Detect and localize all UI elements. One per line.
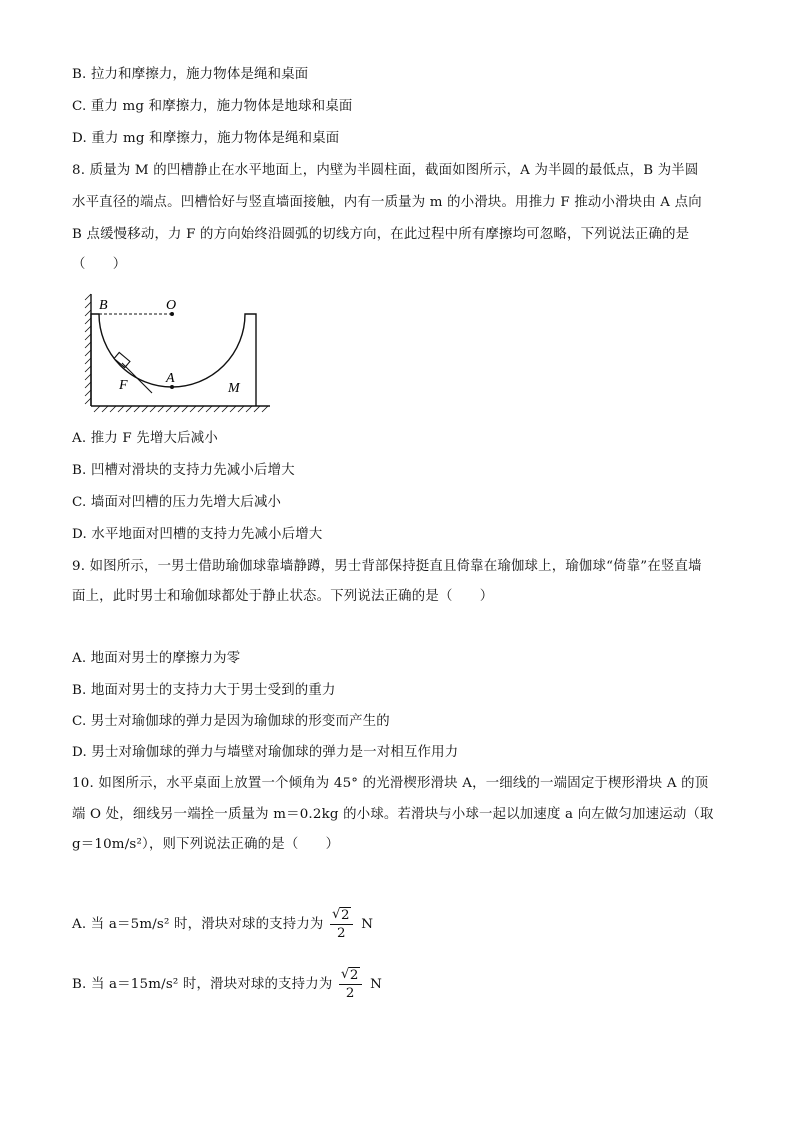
ground-hatch [94,406,268,412]
fraction-denominator: 2 [345,986,355,1001]
label-o: O [166,298,177,313]
q10-option-b-text: B. 当 a＝15m/s² 时，滑块对球的支持力为 [72,977,333,992]
q9-option-b: B. 地面对男士的支持力大于男士受到的重力 [72,683,336,698]
label-f: F [119,378,128,393]
slider-block [114,352,130,367]
q7-option-b: B. 拉力和摩擦力，施力物体是绳和桌面 [72,67,309,82]
q10-option-a-text: A. 当 a＝5m/s² 时，滑块对球的支持力为 [72,917,324,932]
q7-option-d: D. 重力 mg 和摩擦力，施力物体是绳和桌面 [72,131,340,146]
q8-stem-line-4: （ ） [72,257,127,272]
q8-figure [72,290,277,415]
q10-option-a-unit: N [361,917,374,932]
q10-stem-line-2: 端 O 处，细线另一端拴一质量为 m＝0.2kg 的小球。若滑块与小球一起以加速度 a 向左做匀加速运动（取 [72,807,714,822]
radical-sign-icon: √ [332,906,341,922]
fraction-numerator [339,966,362,985]
wall-hatch [85,294,91,404]
radicand: 2 [349,967,359,983]
radical-sign-icon: √ [340,966,350,982]
q10-option-b [72,965,382,1005]
q10-option-a [72,905,373,945]
q9-option-d: D. 男士对瑜伽球的弹力与墙壁对瑜伽球的弹力是一对相互作用力 [72,745,459,760]
q9-option-c: C. 男士对瑜伽球的弹力是因为瑜伽球的形变而产生的 [72,714,390,729]
q8-option-c: C. 墙面对凹槽的压力先增大后减小 [72,495,282,510]
q10-stem-line-1: 10. 如图所示，水平桌面上放置一个倾角为 45° 的光滑楔形滑块 A，一细线的一端固定于楔形滑块 A 的顶 [72,776,709,791]
label-b: B [99,298,108,313]
fraction-numerator [330,906,353,925]
q8-stem-line-2: 水平直径的端点。凹槽恰好与竖直墙面接触，内有一质量为 m 的小滑块。用推力 F 推动小滑块由 A 点向 [72,195,702,210]
q8-stem-line-3: B 点缓慢移动，力 F 的方向始终沿圆弧的切线方向，在此过程中所有摩擦均可忽略，下列说法正确的是 [72,227,690,242]
q8-stem-line-1: 8. 质量为 M 的凹槽静止在水平地面上，内壁为半圆柱面，截面如图所示，A 为半圆的最低点，B 为半圆 [72,163,699,178]
q9-option-a: A. 地面对男士的摩擦力为零 [72,651,241,666]
q10-option-b-unit: N [370,977,383,992]
q9-stem-line-1: 9. 如图所示，一男士借助瑜伽球靠墙静蹲，男士背部保持挺直且倚靠在瑜伽球上，瑜伽球“倚靠”在竖直墙 [72,559,702,574]
label-a: A [166,371,175,386]
sqrt-symbol [332,906,351,923]
q10-option-b-fraction [339,966,362,1001]
q10-stem-line-3: g＝10m/s²），则下列说法正确的是（ ） [72,837,340,852]
q8-option-b: B. 凹槽对滑块的支持力先减小后增大 [72,463,295,478]
fraction-denominator: 2 [337,926,346,941]
label-m: M [228,381,240,396]
q8-option-a: A. 推力 F 先增大后减小 [72,431,218,446]
q7-option-c: C. 重力 mg 和摩擦力，施力物体是地球和桌面 [72,99,353,114]
sqrt-symbol [340,966,360,983]
radicand: 2 [341,907,350,923]
q8-option-d: D. 水平地面对凹槽的支持力先减小后增大 [72,527,323,542]
q10-option-a-fraction [330,906,353,941]
q9-stem-line-2: 面上，此时男士和瑜伽球都处于静止状态。下列说法正确的是（ ） [72,589,494,604]
